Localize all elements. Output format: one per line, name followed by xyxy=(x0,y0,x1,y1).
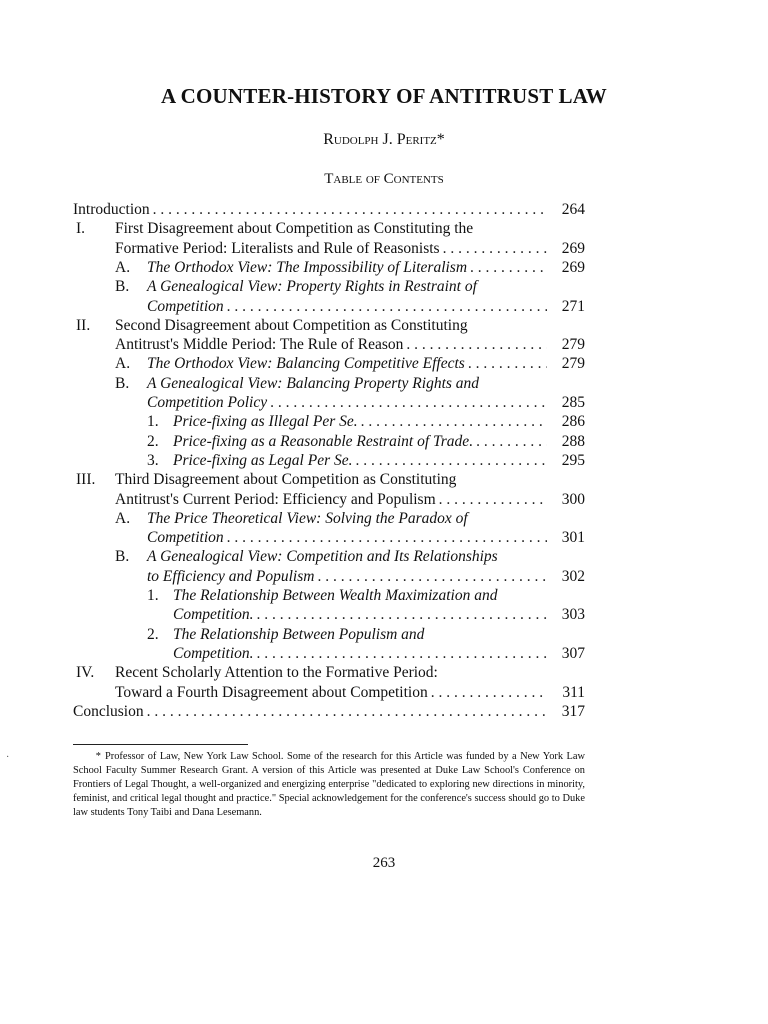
toc-entry-label: 2. xyxy=(147,432,159,450)
toc-entry xyxy=(73,567,585,587)
toc-entry-text: The Orthodox View: Balancing Competitive Effects xyxy=(147,355,465,373)
toc-entry-label: B. xyxy=(115,548,130,566)
footnote xyxy=(73,750,585,820)
footnote-marker: * xyxy=(95,751,101,762)
toc-dot-leader xyxy=(267,393,547,413)
toc-dot-leader xyxy=(254,644,547,664)
toc-entry-label: 3. xyxy=(147,451,159,469)
toc-entry xyxy=(73,528,585,548)
toc-entry-label: B. xyxy=(115,374,130,392)
toc-entry-page: 317 xyxy=(561,702,585,720)
toc-entry-label: A. xyxy=(115,258,131,276)
toc-entry-page: 271 xyxy=(561,297,585,315)
toc-entry-page: 300 xyxy=(561,490,585,508)
toc-entry xyxy=(73,335,585,355)
toc-entry-text: Antitrust's Middle Period: The Rule of Reason xyxy=(115,336,404,354)
toc-entry-text: The Price Theoretical View: Solving the Paradox of xyxy=(147,509,468,527)
toc-entry-label: 1. xyxy=(147,587,159,604)
toc-dot-leader xyxy=(144,702,547,722)
toc-entry-text: First Disagreement about Competition as Constituting the xyxy=(115,220,474,238)
toc-entry xyxy=(73,451,585,471)
toc-entry-page: 285 xyxy=(561,394,585,411)
toc-entry-page: 269 xyxy=(561,239,585,257)
toc-entry-page: 279 xyxy=(561,336,585,354)
toc-entry xyxy=(73,625,585,645)
toc-entry xyxy=(73,316,585,336)
toc-dot-leader xyxy=(150,200,547,220)
toc-entry xyxy=(73,297,585,317)
toc-dot-leader xyxy=(440,239,547,259)
toc-entry-page: 311 xyxy=(562,683,585,701)
toc-entry xyxy=(73,586,585,606)
toc-entry-text: Competition xyxy=(147,529,224,547)
toc-entry-page: 295 xyxy=(561,451,585,469)
author-name: Rudolph J. Peritz* xyxy=(323,131,445,148)
toc-entry-label: 1. xyxy=(147,413,159,431)
toc-dot-leader xyxy=(465,354,547,374)
toc-entry-text: Antitrust's Current Period: Efficiency and Populism xyxy=(115,490,436,508)
toc-entry xyxy=(73,393,585,413)
toc-entry xyxy=(73,354,585,374)
toc-dot-leader xyxy=(254,605,547,625)
article-title: A COUNTER-HISTORY OF ANTITRUST LAW xyxy=(161,84,607,108)
toc-entry-text: The Relationship Between Populism and xyxy=(173,625,425,643)
toc-dot-leader xyxy=(473,432,547,452)
toc-entry-text: Formative Period: Literalists and Rule of Reasonists xyxy=(115,239,440,257)
toc-entry xyxy=(73,374,585,394)
toc-entry-page: 279 xyxy=(561,355,585,373)
toc-entry-text: Competition. xyxy=(173,606,254,624)
toc-entry-label: II. xyxy=(76,316,91,334)
toc-entry-text: Third Disagreement about Competition as Constituting xyxy=(115,471,457,489)
toc-entry-page: 301 xyxy=(561,529,585,547)
toc-entry-page: 303 xyxy=(561,606,585,624)
toc-entry xyxy=(73,644,585,664)
toc-entry xyxy=(73,277,585,297)
toc-dot-leader xyxy=(403,335,547,355)
toc-entry-label: IV. xyxy=(76,664,95,682)
toc-entry-text: Competition. xyxy=(173,644,254,662)
toc-entry xyxy=(73,219,585,239)
toc-entry-text: Price-fixing as Legal Per Se. xyxy=(173,451,353,469)
toc-entry xyxy=(73,490,585,510)
toc-entry-text: to Efficiency and Populism xyxy=(147,567,315,585)
toc-entry xyxy=(73,412,585,432)
toc-entry-text: Introduction xyxy=(73,201,150,218)
toc-entry-text: A Genealogical View: Balancing Property Rights and xyxy=(147,374,480,392)
toc-entry xyxy=(73,239,585,259)
toc-entry-text: Price-fixing as a Reasonable Restraint of Trade. xyxy=(173,432,474,450)
toc-entry-text: Price-fixing as Illegal Per Se. xyxy=(173,413,358,431)
toc-entry xyxy=(73,605,585,625)
toc-entry xyxy=(73,200,585,220)
toc-entry xyxy=(73,258,585,278)
toc-dot-leader xyxy=(467,258,547,278)
footnote-text: Professor of Law, New York Law School. Some of the research for this Article was funded by a New York Law School Faculty Summer Research Grant. A version of this Article was presented at Duke Law School's Conference on Frontiers of Legal Thought, a well-organized and energizing enterprise "dedicated to exploring new directions in minority, feminist, and critical legal thought and practice." Special acknowledgement for the conference's success should go to Duke law students Tony Taibi and Dana Lesemann. xyxy=(73,751,585,819)
toc-entry-text: A Genealogical View: Competition and Its Relationships xyxy=(147,548,498,566)
toc-entry-text: A Genealogical View: Property Rights in Restraint of xyxy=(147,278,477,296)
toc-dot-leader xyxy=(428,683,547,703)
toc-entry-label: B. xyxy=(115,278,130,296)
toc-entry-label: III. xyxy=(76,471,96,489)
toc-entry-label: A. xyxy=(115,509,131,527)
toc-dot-leader xyxy=(358,412,547,432)
toc-entry-text: Recent Scholarly Attention to the Formative Period: xyxy=(115,664,438,682)
toc-entry-page: 288 xyxy=(561,432,585,450)
toc-heading: Table of Contents xyxy=(324,171,444,187)
toc-entry-text: Toward a Fourth Disagreement about Competition xyxy=(115,683,428,701)
toc-entry xyxy=(73,470,585,490)
toc-dot-leader xyxy=(314,567,547,587)
toc-dot-leader xyxy=(436,490,547,510)
toc-entry-text: Competition xyxy=(147,297,224,315)
toc-entry xyxy=(73,509,585,529)
toc-entry-text: Conclusion xyxy=(73,702,144,720)
page-number: 263 xyxy=(372,855,396,871)
toc-entry-text: The Relationship Between Wealth Maximization and xyxy=(173,587,498,604)
footnote-rule xyxy=(73,744,248,745)
toc-entry-text: The Orthodox View: The Impossibility of Literalism xyxy=(147,258,468,276)
toc-entry-page: 307 xyxy=(561,644,585,662)
toc-entry xyxy=(73,432,585,452)
toc-entry-text: Second Disagreement about Competition as Constituting xyxy=(115,316,468,334)
margin-mark: · xyxy=(6,752,10,763)
toc-entry-page: 302 xyxy=(561,567,585,585)
toc-entry-label: 2. xyxy=(147,625,159,643)
toc-dot-leader xyxy=(353,451,548,471)
toc-dot-leader xyxy=(224,528,547,548)
toc-entry xyxy=(73,547,585,567)
toc-entry-label: I. xyxy=(76,220,86,238)
toc-entry xyxy=(73,663,585,683)
toc-entry-page: 269 xyxy=(561,258,585,276)
toc-entry-page: 286 xyxy=(561,413,585,431)
toc-entry-page: 264 xyxy=(561,201,585,218)
toc-entry-text: Competition Policy xyxy=(147,394,268,411)
toc-dot-leader xyxy=(224,297,547,317)
toc-entry xyxy=(73,683,585,703)
toc-entry xyxy=(73,702,585,722)
toc-entry-label: A. xyxy=(115,355,131,373)
